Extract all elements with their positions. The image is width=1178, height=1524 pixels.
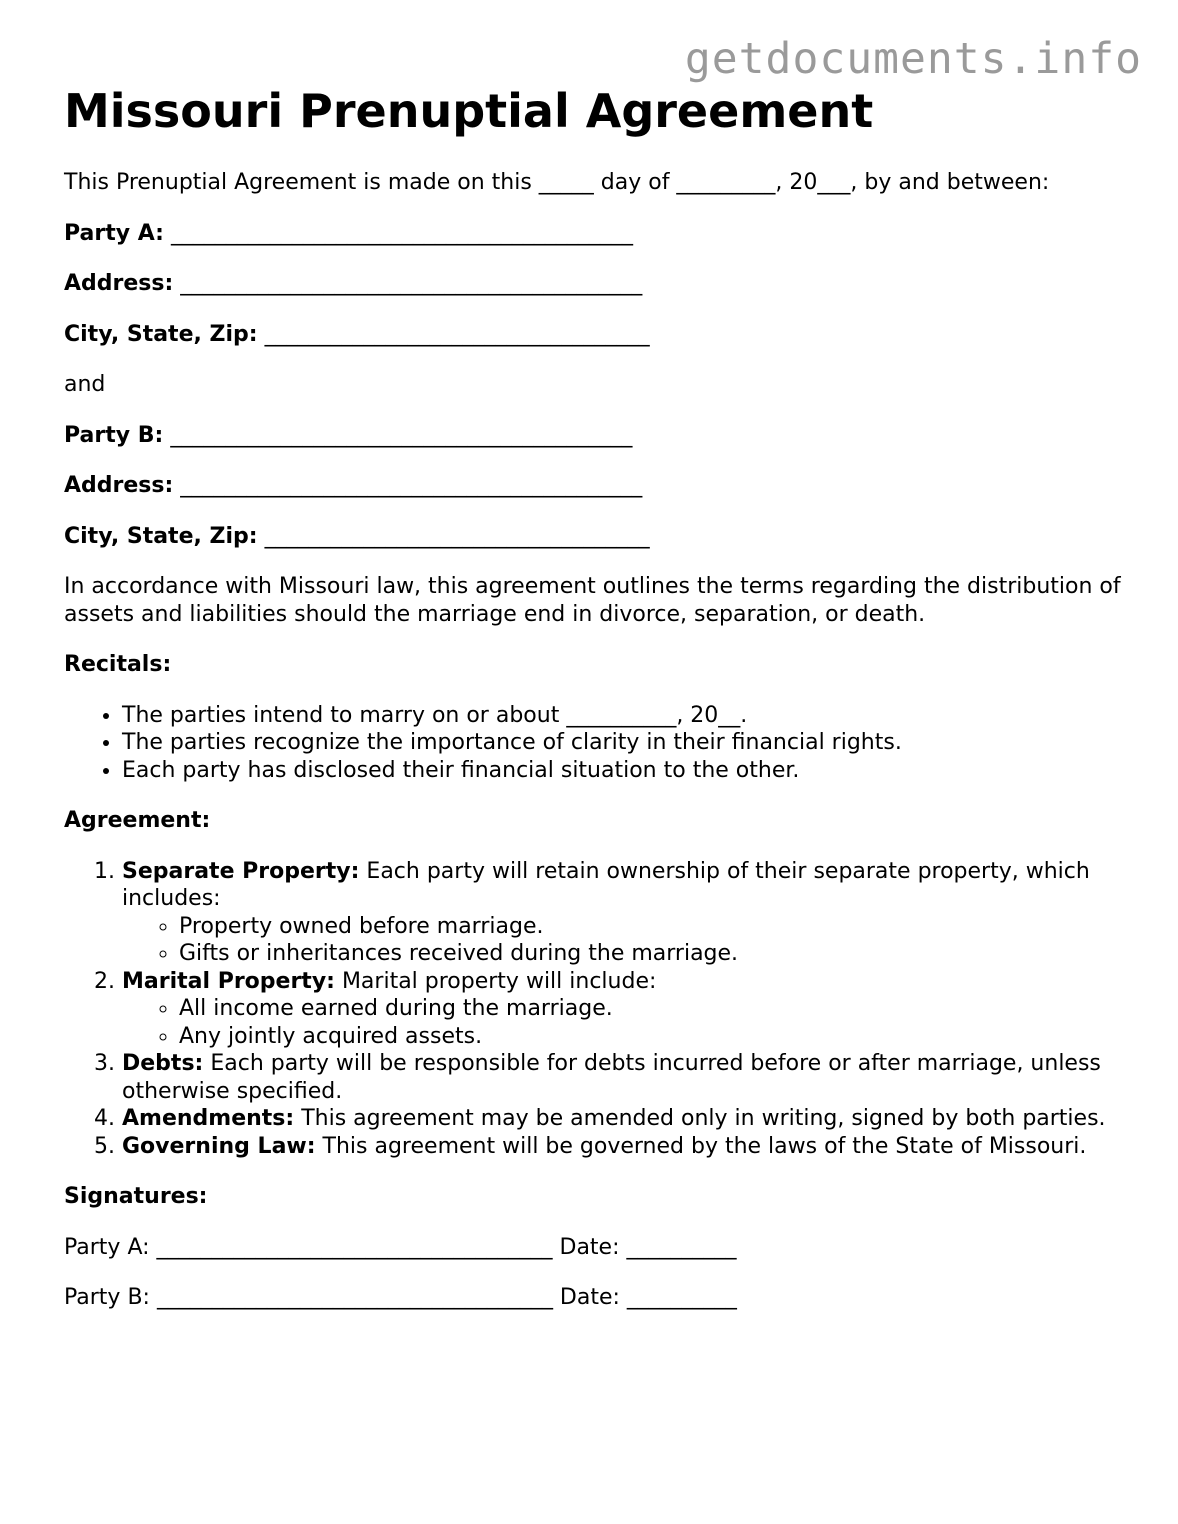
agreement-heading: Agreement: bbox=[64, 808, 211, 834]
party-a-name-blank[interactable]: __________________________________________ bbox=[170, 220, 633, 246]
watermark-text: getdocuments.info bbox=[684, 34, 1142, 84]
party-b-name-label: Party B: bbox=[64, 422, 164, 448]
party-b-name-blank[interactable]: __________________________________________ bbox=[170, 422, 633, 448]
party-b-city-label: City, State, Zip: bbox=[64, 523, 258, 549]
agreement-item-title: Debts: bbox=[122, 1051, 204, 1077]
sub-item: ◦ All income earned during the marriage. bbox=[179, 995, 1124, 1023]
party-a-city-field bbox=[64, 321, 1124, 349]
recital-item: • The parties intend to marry on or about __________, 20__. bbox=[122, 702, 1124, 730]
agreement-item-title: Amendments: bbox=[122, 1106, 295, 1132]
separate-property-sublist bbox=[122, 913, 1124, 968]
party-a-city-label: City, State, Zip: bbox=[64, 321, 258, 347]
agreement-item-amendments bbox=[122, 1105, 1124, 1133]
party-b-address-blank[interactable]: __________________________________________ bbox=[180, 473, 643, 499]
agreement-item-debts bbox=[122, 1050, 1124, 1105]
sub-item: ◦ Any jointly acquired assets. bbox=[179, 1023, 1124, 1051]
party-b-address-field bbox=[64, 472, 1124, 500]
party-b-address-label: Address: bbox=[64, 473, 174, 499]
signature-line-party-a[interactable]: Party A: ____________________________________ Date: __________ bbox=[64, 1234, 737, 1260]
recital-item: • Each party has disclosed their financial situation to the other. bbox=[122, 757, 1124, 785]
intro-line: This Prenuptial Agreement is made on this _____ day of _________, 20___, by and between: bbox=[64, 170, 1050, 196]
accordance-paragraph: In accordance with Missouri law, this agreement outlines the terms regarding the distribution of assets and liabilities should the marriage end in divorce, separation, or death. bbox=[64, 574, 1121, 627]
sub-item: ◦ Property owned before marriage. bbox=[179, 913, 1124, 941]
agreement-item-title: Marital Property: bbox=[122, 968, 335, 994]
and-text: and bbox=[64, 372, 106, 398]
party-a-city-blank[interactable]: ___________________________________ bbox=[264, 321, 650, 347]
recitals-heading: Recitals: bbox=[64, 652, 172, 678]
agreement-item-text: This agreement may be amended only in writing, signed by both parties. bbox=[294, 1106, 1106, 1132]
document-page bbox=[64, 84, 1124, 1312]
party-a-name-field bbox=[64, 220, 1124, 248]
agreement-item-text: Marital property will include: bbox=[334, 968, 657, 994]
agreement-item-text: Each party will be responsible for debts incurred before or after marriage, unless otherwise specified. bbox=[122, 1051, 1101, 1104]
party-a-address-label: Address: bbox=[64, 271, 174, 297]
party-b-city-blank[interactable]: ___________________________________ bbox=[264, 523, 650, 549]
agreement-item-governing-law bbox=[122, 1133, 1124, 1161]
agreement-item-title: Separate Property: bbox=[122, 858, 360, 884]
signatures-heading: Signatures: bbox=[64, 1184, 208, 1210]
recital-item: • The parties recognize the importance of clarity in their financial rights. bbox=[122, 729, 1124, 757]
agreement-item-text: Each party will retain ownership of their separate property, which includes: bbox=[122, 858, 1090, 912]
marital-property-sublist bbox=[122, 995, 1124, 1050]
party-a-name-label: Party A: bbox=[64, 220, 164, 246]
recitals-list bbox=[64, 702, 1124, 785]
party-b-name-field bbox=[64, 422, 1124, 450]
sub-item: ◦ Gifts or inheritances received during the marriage. bbox=[179, 940, 1124, 968]
agreement-item-marital-property bbox=[122, 968, 1124, 1051]
party-a-address-blank[interactable]: __________________________________________ bbox=[180, 271, 643, 297]
agreement-item-title: Governing Law: bbox=[122, 1133, 316, 1159]
agreement-item-separate-property bbox=[122, 858, 1124, 968]
agreement-item-text: This agreement will be governed by the laws of the State of Missouri. bbox=[315, 1133, 1087, 1159]
agreement-list bbox=[64, 858, 1124, 1161]
document-title: Missouri Prenuptial Agreement bbox=[64, 84, 874, 138]
party-b-city-field bbox=[64, 523, 1124, 551]
party-a-address-field bbox=[64, 270, 1124, 298]
signature-line-party-b[interactable]: Party B: ____________________________________ Date: __________ bbox=[64, 1285, 737, 1311]
